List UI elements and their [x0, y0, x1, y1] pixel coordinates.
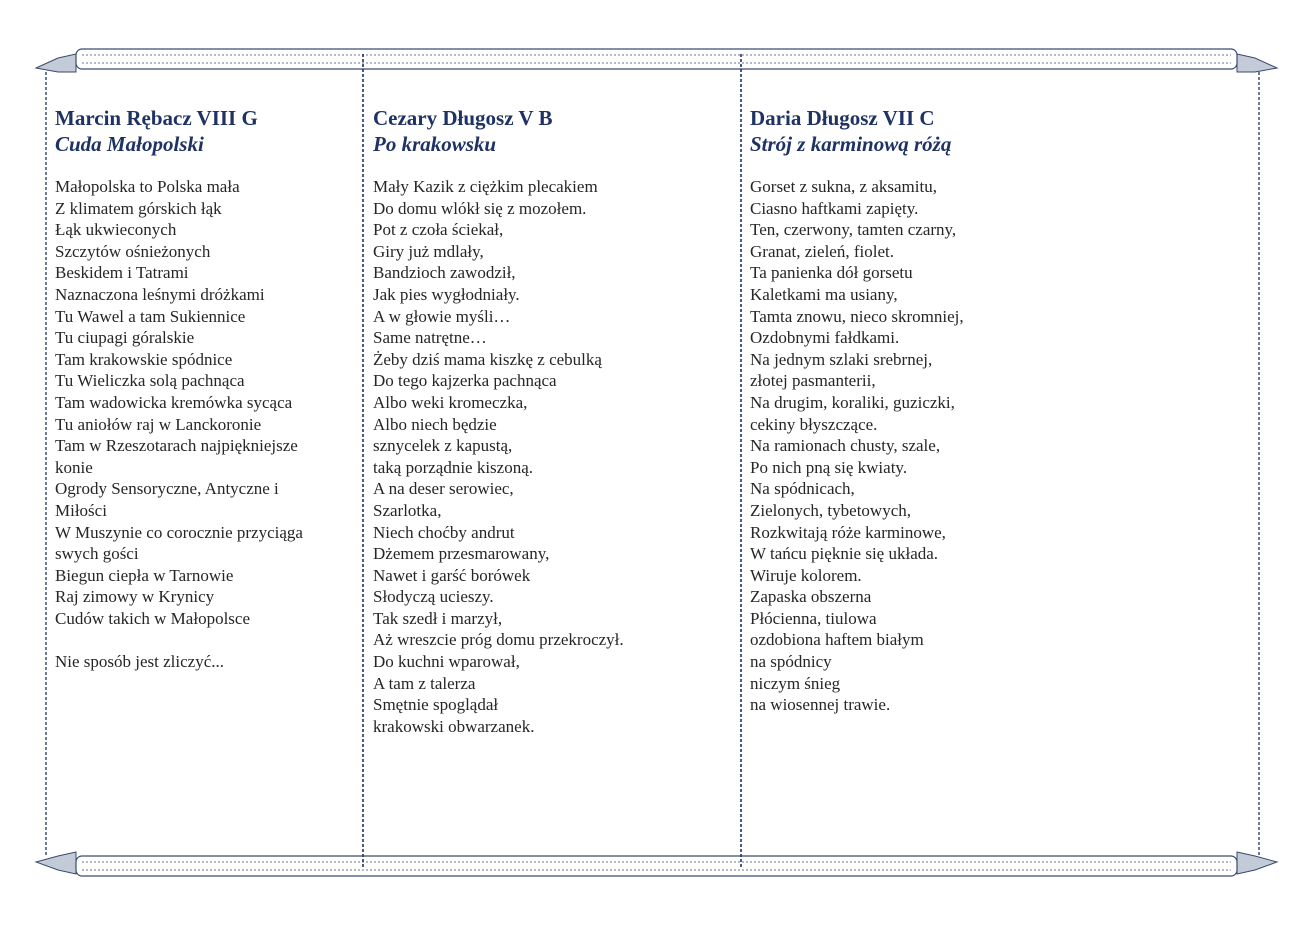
poem-line: W tańcu pięknie się układa.	[750, 544, 939, 564]
poem-line: W Muszynie co corocznie przyciąga	[55, 522, 303, 542]
poem-line: konie	[55, 457, 93, 477]
poem-line: A w głowie myśli…	[373, 306, 511, 326]
poem-line: Giry już mdlały,	[373, 241, 484, 261]
poem-line: Małopolska to Polska mała	[55, 177, 240, 196]
poem-line: Ciasno haftkami zapięty.	[750, 198, 919, 218]
poem-line: Naznaczona leśnymi dróżkami	[55, 284, 265, 304]
poem-line: Do tego kajzerka pachnąca	[373, 371, 557, 391]
poem-line: Tam w Rzeszotarach najpiękniejsze	[55, 436, 298, 456]
poem-line: Tak szedł i marzył,	[373, 608, 503, 628]
poem-line: niczym śnieg	[750, 673, 841, 693]
poem-line: Po nich pną się kwiaty.	[750, 457, 908, 477]
poem-line: Do kuchni wparował,	[373, 652, 520, 672]
poem-line: Tu aniołów raj w Lanckoronie	[55, 414, 262, 434]
poem-author: Marcin Rębacz VIII G	[55, 106, 258, 130]
poem-line: Słodyczą ucieszy.	[373, 587, 494, 607]
poem-line: Biegun ciepła w Tarnowie	[55, 565, 234, 585]
poem-line: Szczytów ośnieżonych	[55, 241, 211, 261]
poem-line: na spódnicy	[750, 652, 832, 672]
top-scroll-ribbon	[36, 49, 1277, 72]
poem-line: Aż wreszcie próg domu przekroczył.	[373, 630, 624, 650]
poem-line: Same natrętne…	[373, 328, 487, 348]
poem-line: Nie sposób jest zliczyć...	[55, 652, 225, 672]
poem-line: Mały Kazik z ciężkim plecakiem	[373, 177, 598, 196]
poem-line: Niech choćby andrut	[373, 522, 515, 542]
poem-line: Tam krakowskie spódnice	[55, 349, 233, 369]
poem-author: Daria Długosz VII C	[750, 106, 935, 130]
poem-line: Tu Wieliczka solą pachnąca	[55, 371, 245, 391]
poem-line: Tu Wawel a tam Sukiennice	[55, 306, 246, 326]
poem-line: Ten, czerwony, tamten czarny,	[750, 220, 957, 240]
poem-line: Tamta znowu, nieco skromniej,	[750, 306, 964, 326]
poem-line: Pot z czoła ściekał,	[373, 220, 504, 240]
poem-line: Beskidem i Tatrami	[55, 263, 189, 283]
poem-line: Z klimatem górskich łąk	[55, 198, 222, 218]
poem-line: Tu ciupagi góralskie	[55, 328, 195, 348]
poem-line: Kaletkami ma usiany,	[750, 284, 898, 304]
poem-title: Po krakowsku	[373, 132, 497, 156]
bottom-scroll-ribbon	[36, 852, 1277, 876]
poem-column-2	[373, 105, 733, 737]
poem-line: Zapaska obszerna	[750, 587, 872, 607]
poem-line: Albo weki kromeczka,	[373, 392, 528, 412]
poem-line: Smętnie spoglądał	[373, 695, 499, 715]
poem-line: Cudów takich w Małopolsce	[55, 608, 250, 628]
poem-line: swych gości	[55, 544, 139, 564]
poem-line: Dżemem przesmarowany,	[373, 544, 550, 564]
poem-line: Rozkwitają róże karminowe,	[750, 522, 946, 542]
poem-author: Cezary Długosz V B	[373, 106, 553, 130]
poem-line: Miłości	[55, 500, 107, 520]
poem-title: Strój z karminową różą	[750, 132, 952, 156]
poem-line: cekiny błyszczące.	[750, 414, 878, 434]
poem-line: A tam z talerza	[373, 673, 476, 693]
poem-title: Cuda Małopolski	[55, 132, 204, 156]
poem-line: Bandzioch zawodził,	[373, 263, 516, 283]
poem-line: Do domu wlókł się z mozołem.	[373, 198, 587, 218]
poem-line: Na spódnicach,	[750, 479, 855, 499]
stanza-break	[55, 629, 355, 651]
poem-line: Albo niech będzie	[373, 414, 497, 434]
poem-lines	[55, 176, 355, 673]
poem-line: sznycelek z kapustą,	[373, 436, 513, 456]
poem-line: Szarlotka,	[373, 500, 442, 520]
poem-line: ozdobiona haftem białym	[750, 630, 924, 650]
poem-line: Na ramionach chusty, szale,	[750, 436, 941, 456]
poem-line: na wiosennej trawie.	[750, 695, 891, 715]
poem-column-1	[55, 105, 355, 673]
poem-lines	[373, 176, 733, 737]
poem-column-3	[750, 105, 1230, 716]
poem-lines	[750, 176, 1230, 716]
poem-line: Nawet i garść borówek	[373, 565, 531, 585]
poem-line: Ta panienka dół gorsetu	[750, 263, 913, 283]
poem-line: Wiruje kolorem.	[750, 565, 862, 585]
poem-line: Raj zimowy w Krynicy	[55, 587, 215, 607]
poem-line: Ozdobnymi fałdkami.	[750, 328, 900, 348]
poem-line: A na deser serowiec,	[373, 479, 514, 499]
poem-line: Płócienna, tiulowa	[750, 608, 877, 628]
poem-line: Jak pies wygłodniały.	[373, 284, 520, 304]
poem-line: złotej pasmanterii,	[750, 371, 876, 391]
poem-line: Tam wadowicka kremówka sycąca	[55, 392, 293, 412]
poem-line: Zielonych, tybetowych,	[750, 500, 911, 520]
poem-line: krakowski obwarzanek.	[373, 716, 535, 736]
poem-line: Gorset z sukna, z aksamitu,	[750, 177, 937, 196]
poem-line: Żeby dziś mama kiszkę z cebulką	[373, 349, 602, 369]
poem-line: Łąk ukwieconych	[55, 220, 177, 240]
poem-line: Granat, zieleń, fiolet.	[750, 241, 894, 261]
poem-line: Na jednym szlaki srebrnej,	[750, 349, 933, 369]
poem-line: Ogrody Sensoryczne, Antyczne i	[55, 479, 279, 499]
poem-line: Na drugim, koraliki, guziczki,	[750, 392, 955, 412]
poem-line: taką porządnie kiszoną.	[373, 457, 534, 477]
